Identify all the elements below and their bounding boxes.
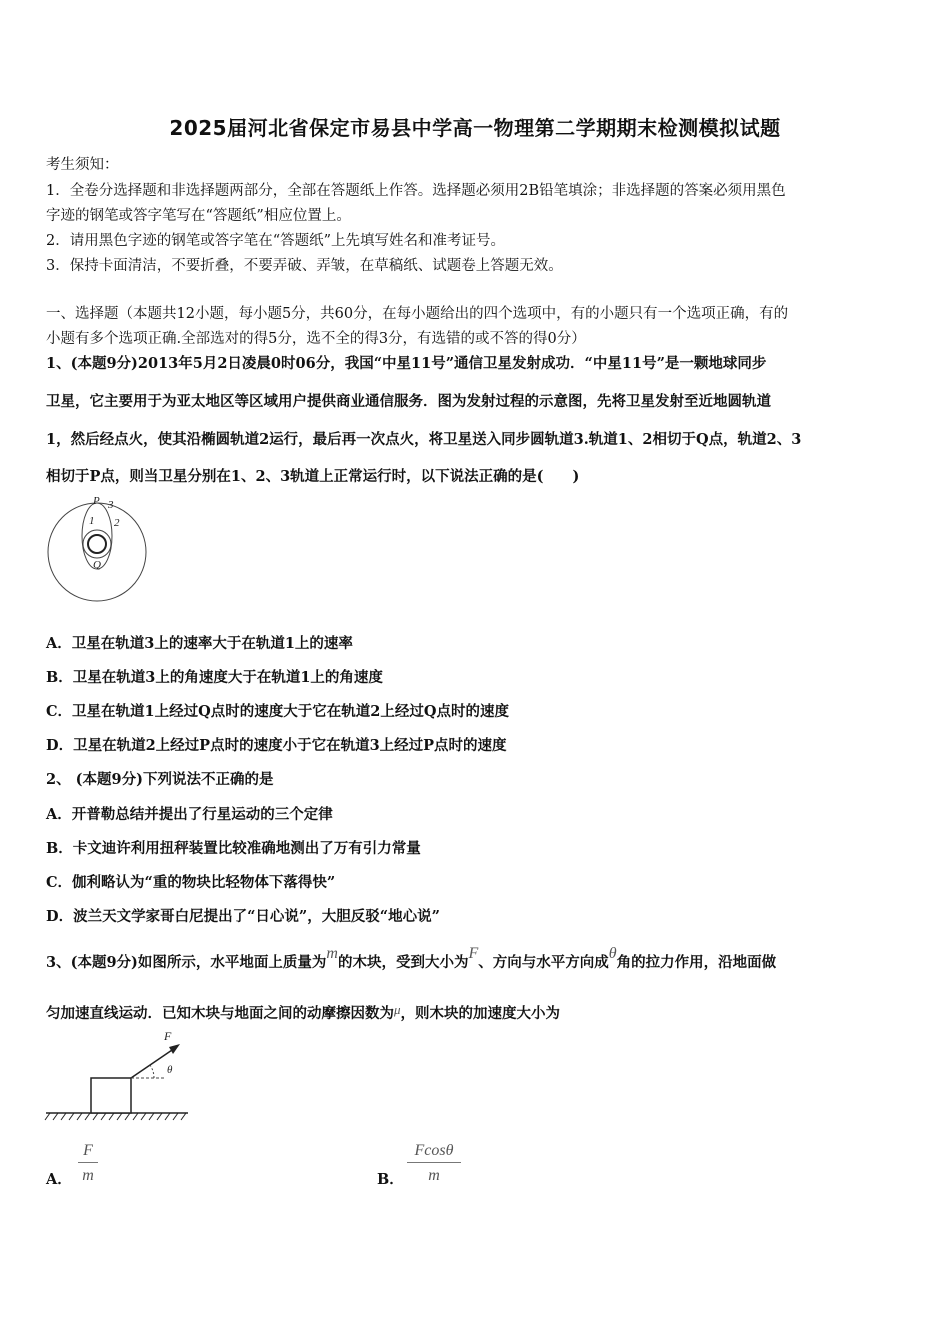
section-instructions-line-1: 一、选择题（本题共12小题，每小题5分，共60分，在每小题给出的四个选项中，有的小题只有一个选项正确，有的 bbox=[46, 306, 789, 322]
q1-stem-line-1: 1、(本题9分)2013年5月2日凌晨0时06分，我国“中星11号”通信卫星发射成功．“中星11号”是一颗地球同步 bbox=[46, 355, 767, 372]
q3-option-b-fraction bbox=[407, 1142, 461, 1185]
q2-option-c: C．伽利略认为“重的物块比轻物体下落得快” bbox=[46, 874, 336, 891]
q1-option-a: A．卫星在轨道3上的速率大于在轨道1上的速率 bbox=[46, 635, 353, 652]
q3-option-a-label: A． bbox=[46, 1171, 72, 1188]
block-force-diagram bbox=[44, 1026, 194, 1122]
force-arrowhead bbox=[169, 1044, 180, 1054]
orbit-2-label: 2 bbox=[114, 517, 120, 529]
q3-stem-line-1 bbox=[46, 945, 777, 972]
notice-item-2: 2．请用黑色字迹的钢笔或答字笔在“答题纸”上先填写姓名和准考证号。 bbox=[46, 233, 506, 249]
q1-option-b: B．卫星在轨道3上的角速度大于在轨道1上的角速度 bbox=[46, 669, 383, 686]
q1-stem-line-4: 相切于P点，则当卫星分别在1、2、3轨道上正常运行时，以下说法正确的是( ) bbox=[46, 468, 580, 485]
orbit-3-label: 3 bbox=[108, 499, 114, 511]
q3-stem-part-4: 角的拉力作用，沿地面做 bbox=[616, 954, 777, 971]
notice-heading: 考生须知： bbox=[46, 157, 119, 173]
point-q-label: Q bbox=[93, 559, 101, 571]
page-title: 2025届河北省保定市易县中学高一物理第二学期期末检测模拟试题 bbox=[169, 116, 781, 140]
q3-option-b-denominator: m bbox=[428, 1167, 440, 1184]
angle-arc bbox=[150, 1065, 154, 1078]
section-instructions-line-2: 小题有多个选项正确.全部选对的得5分，选不全的得3分，有选错的或不答的得0分） bbox=[46, 331, 586, 347]
orbit-diagram bbox=[44, 494, 152, 608]
q3-option-a-denominator: m bbox=[82, 1167, 94, 1184]
orbit-1-label: 1 bbox=[89, 515, 95, 527]
q3-option-b-numerator: Fcosθ bbox=[407, 1142, 461, 1163]
q2-option-d: D．波兰天文学家哥白尼提出了“日心说”，大胆反驳“地心说” bbox=[46, 908, 440, 925]
wooden-block bbox=[91, 1078, 131, 1113]
q3-stem-part-2: 的木块，受到大小为 bbox=[337, 954, 469, 971]
q3-line-2-part-1: 匀加速直线运动．已知木块与地面之间的动摩擦因数为 bbox=[46, 1005, 394, 1022]
q1-stem-line-3: 1，然后经点火，使其沿椭圆轨道2运行，最后再一次点火，将卫星送入同步圆轨道3.轨道1、2相切于Q点，轨道2、3 bbox=[46, 431, 802, 448]
q2-option-a: A．开普勒总结并提出了行星运动的三个定律 bbox=[46, 806, 333, 823]
notice-item-1-line-1: 1．全卷分选择题和非选择题两部分，全部在答题纸上作答。选择题必须用2B铅笔填涂；非选择题的答案必须用黑色 bbox=[46, 183, 786, 199]
earth-circle bbox=[88, 535, 106, 553]
q1-stem-line-2: 卫星，它主要用于为亚太地区等区域用户提供商业通信服务．图为发射过程的示意图，先将卫星发射至近地圆轨道 bbox=[46, 393, 771, 410]
q1-option-d: D．卫星在轨道2上经过P点时的速度小于它在轨道3上经过P点时的速度 bbox=[46, 737, 507, 754]
q3-mass-symbol: m bbox=[326, 945, 338, 962]
q3-theta-symbol: θ bbox=[608, 945, 617, 962]
notice-item-3: 3．保持卡面清洁，不要折叠，不要弄破、弄皱，在草稿纸、试题卷上答题无效。 bbox=[46, 258, 563, 274]
angle-label: θ bbox=[167, 1064, 173, 1076]
q3-stem-part-3: 、方向与水平方向成 bbox=[478, 954, 609, 971]
q3-option-a-numerator: F bbox=[78, 1142, 98, 1163]
q3-option-a-fraction bbox=[78, 1142, 98, 1185]
q3-force-symbol: F bbox=[468, 945, 479, 962]
q3-option-b-label: B． bbox=[377, 1171, 404, 1188]
q2-stem: 2、 (本题9分)下列说法不正确的是 bbox=[46, 771, 274, 788]
point-p-label: P bbox=[93, 495, 100, 507]
force-label: F bbox=[164, 1029, 172, 1043]
q2-option-b: B．卡文迪许利用扭秤装置比较准确地测出了万有引力常量 bbox=[46, 840, 421, 857]
q3-stem-line-2 bbox=[46, 1002, 560, 1023]
notice-item-1-line-2: 字迹的钢笔或答字笔写在“答题纸”相应位置上。 bbox=[46, 208, 351, 224]
ground-hatching bbox=[45, 1113, 186, 1120]
q3-mu-symbol: μ bbox=[394, 1002, 401, 1017]
q3-stem-part-1: 3、(本题9分)如图所示，水平地面上质量为 bbox=[46, 954, 327, 971]
q1-option-c: C．卫星在轨道1上经过Q点时的速度大于它在轨道2上经过Q点时的速度 bbox=[46, 703, 509, 720]
q3-line-2-part-2: ，则木块的加速度大小为 bbox=[400, 1005, 561, 1022]
